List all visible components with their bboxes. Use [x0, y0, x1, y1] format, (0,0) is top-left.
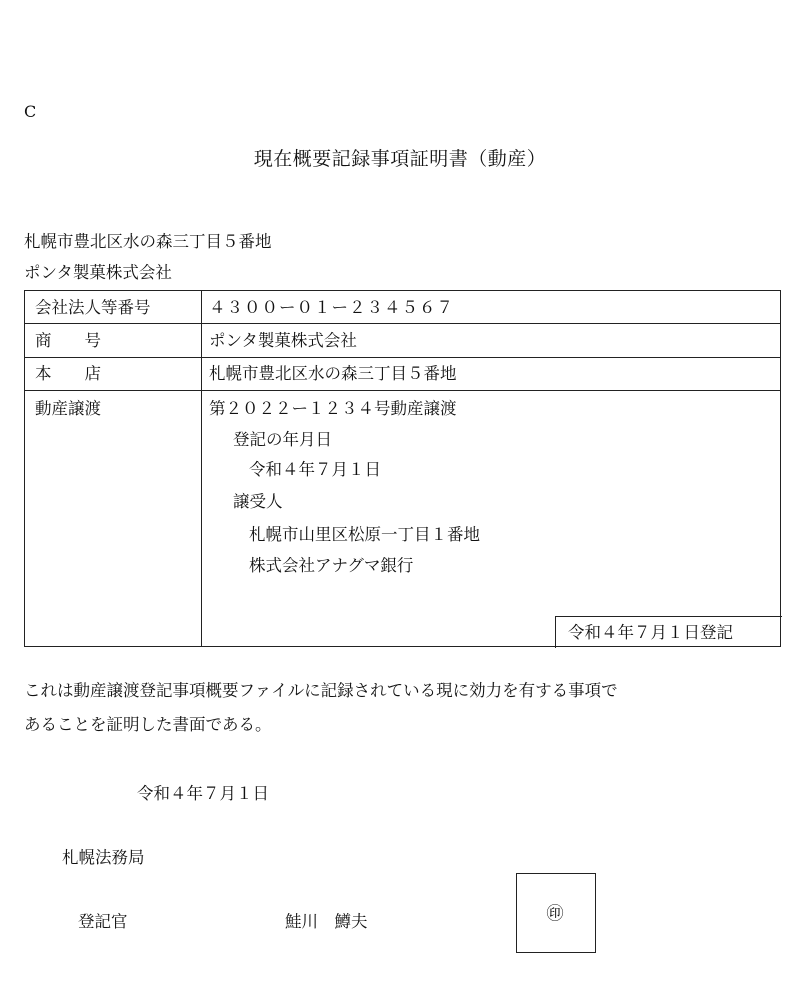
transferee-name: 株式会社アナグマ銀行 [249, 556, 414, 575]
transfer-label: 動産譲渡 [35, 399, 101, 418]
row-divider [25, 357, 780, 358]
trade-name-value: ポンタ製菓株式会社 [209, 331, 357, 350]
transfer-number: 第２０２２ー１２３４号動産譲渡 [209, 399, 457, 418]
row-divider [25, 390, 780, 391]
header-company-name: ポンタ製菓株式会社 [24, 263, 172, 282]
certification-line-1: これは動産譲渡登記事項概要ファイルに記録されている現に効力を有する事項で [24, 681, 618, 700]
header-address: 札幌市豊北区水の森三丁目５番地 [24, 232, 272, 251]
issue-date: 令和４年７月１日 [137, 784, 269, 803]
seal-box [516, 873, 596, 953]
registered-date-text: 令和４年７月１日登記 [568, 623, 733, 642]
head-office-label: 本 店 [35, 364, 101, 383]
seal-mark-icon: ㊞ [546, 904, 564, 924]
corporate-number-value: ４３００ー０１ー２３４５６７ [209, 298, 454, 317]
registrar-name: 鮭川 鱒夫 [285, 912, 368, 931]
certification-line-2: あることを証明した書面である。 [24, 715, 272, 734]
registration-date-label: 登記の年月日 [233, 430, 332, 449]
head-office-value: 札幌市豊北区水の森三丁目５番地 [209, 364, 457, 383]
document-title: 現在概要記録事項証明書（動産） [253, 148, 547, 170]
registered-date-box [555, 616, 782, 648]
row-divider [25, 323, 780, 324]
record-table [24, 290, 781, 647]
column-divider [201, 291, 202, 646]
corporate-number-label: 会社法人等番号 [35, 298, 151, 317]
transferee-address: 札幌市山里区松原一丁目１番地 [249, 525, 480, 544]
registration-date-value: 令和４年７月１日 [249, 460, 381, 479]
trade-name-label: 商 号 [35, 331, 101, 350]
transferee-label: 譲受人 [233, 492, 283, 511]
issuing-office: 札幌法務局 [62, 848, 145, 867]
corner-mark: C [24, 102, 37, 121]
registrar-role: 登記官 [78, 912, 128, 931]
